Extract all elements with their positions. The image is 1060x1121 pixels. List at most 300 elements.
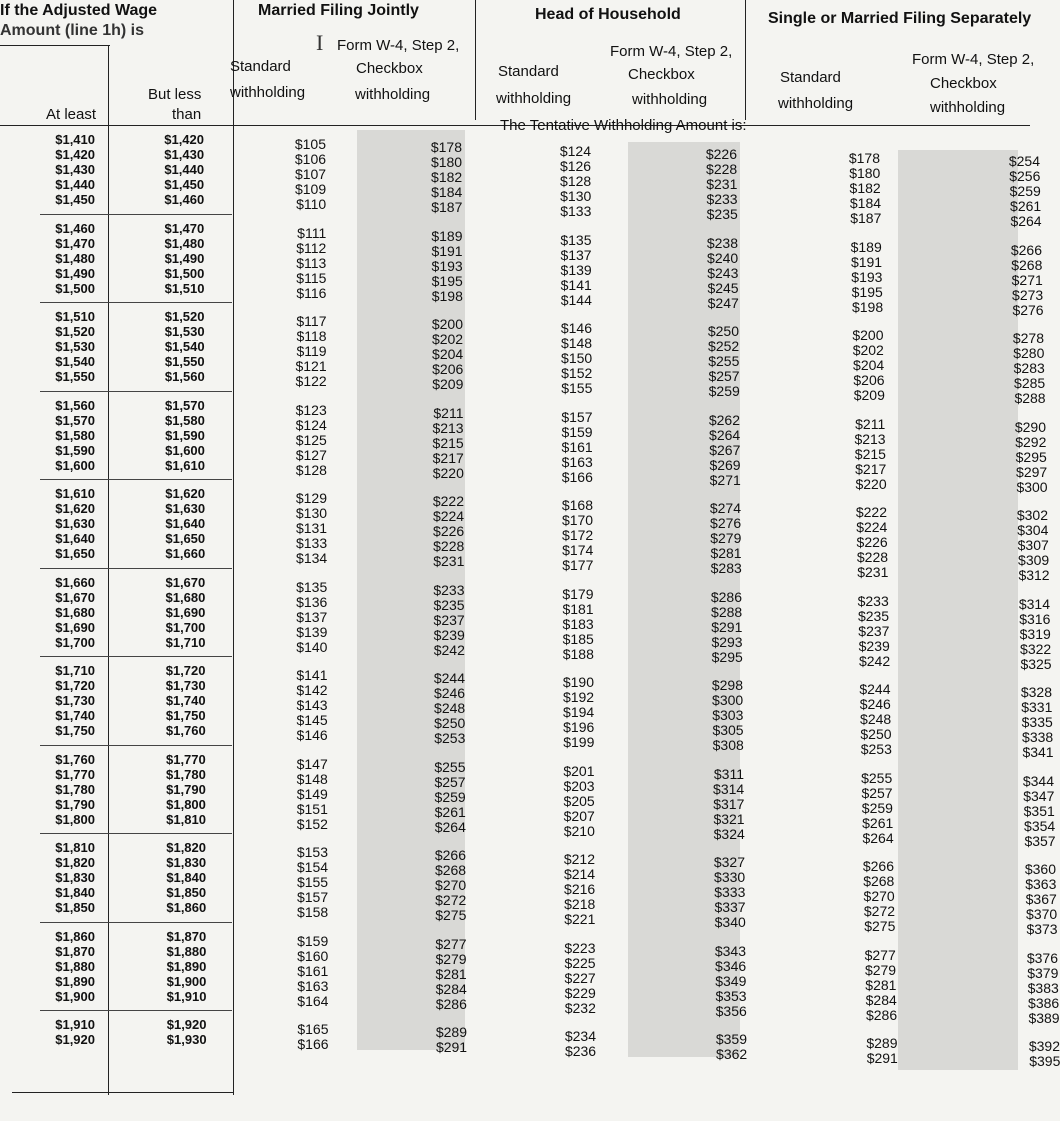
cell-but-less-than: $1,720 — [165, 663, 206, 678]
cell-but-less-than: $1,600 — [165, 442, 205, 458]
bottom-rule — [12, 1092, 234, 1093]
cell-single-checkbox: $363 — [1025, 876, 1057, 893]
cell-hoh-standard: $207 — [563, 807, 595, 824]
cell-single-standard: $220 — [855, 475, 887, 492]
cell-but-less-than: $1,670 — [165, 574, 206, 590]
cell-mfj-checkbox: $191 — [431, 242, 463, 259]
cell-single-standard: $257 — [861, 784, 893, 801]
cell-single-standard: $231 — [857, 564, 889, 581]
cell-hoh-standard: $223 — [564, 939, 596, 956]
cell-but-less-than: $1,540 — [164, 339, 205, 355]
cell-but-less-than: $1,890 — [166, 958, 207, 974]
cell-at-least: $1,520 — [55, 324, 95, 340]
cell-mfj-standard: $118 — [296, 328, 327, 345]
group-separator — [40, 745, 232, 746]
cell-hoh-checkbox: $330 — [714, 869, 746, 886]
single-standard-line2: withholding — [778, 95, 854, 112]
cell-mfj-standard: $122 — [295, 373, 327, 390]
cell-but-less-than: $1,930 — [166, 1032, 207, 1048]
cell-but-less-than: $1,740 — [165, 693, 206, 709]
cell-at-least: $1,570 — [55, 412, 95, 428]
cell-mfj-standard: $154 — [296, 859, 329, 876]
cell-hoh-checkbox: $311 — [713, 765, 744, 782]
cell-at-least: $1,550 — [55, 369, 95, 385]
cell-but-less-than: $1,880 — [166, 943, 207, 959]
cell-single-standard: $237 — [858, 622, 890, 639]
cell-hoh-checkbox: $353 — [715, 987, 747, 1004]
cell-at-least: $1,750 — [55, 723, 95, 739]
cell-single-checkbox: $278 — [1012, 330, 1044, 346]
single-standard-line1: Standard — [780, 69, 841, 86]
cell-at-least: $1,530 — [55, 339, 95, 355]
cell-mfj-standard: $134 — [296, 550, 328, 567]
cell-mfj-checkbox: $211 — [433, 404, 464, 421]
cell-but-less-than: $1,800 — [166, 796, 206, 812]
hoh-header: Head of Household — [535, 6, 681, 23]
mfj-checkbox-line1: Form W-4, Step 2, — [337, 37, 460, 54]
cell-single-checkbox: $297 — [1016, 463, 1048, 480]
cell-at-least: $1,680 — [55, 604, 95, 620]
cell-mfj-standard: $105 — [294, 136, 326, 152]
cell-but-less-than: $1,630 — [165, 501, 206, 517]
group-separator — [40, 568, 232, 569]
cell-but-less-than: $1,570 — [164, 397, 205, 413]
cell-at-least: $1,420 — [55, 147, 95, 163]
cell-mfj-standard: $107 — [294, 166, 327, 183]
cell-single-standard: $277 — [864, 946, 896, 963]
hoh-standard-line1: Standard — [498, 63, 559, 80]
cell-mfj-standard: $121 — [295, 358, 327, 375]
cell-mfj-standard: $146 — [296, 727, 328, 744]
cell-hoh-checkbox: $250 — [707, 323, 739, 339]
cell-single-checkbox: $354 — [1024, 817, 1056, 834]
cell-hoh-checkbox: $300 — [712, 692, 744, 709]
cell-mfj-checkbox: $200 — [431, 316, 463, 332]
cell-hoh-checkbox: $262 — [708, 411, 740, 428]
single-checkbox-line2: Checkbox — [930, 75, 997, 92]
cell-at-least: $1,510 — [55, 309, 95, 324]
cell-mfj-standard: $147 — [296, 755, 328, 772]
cell-but-less-than: $1,530 — [164, 324, 205, 340]
cell-single-standard: $248 — [860, 711, 892, 728]
cell-at-least: $1,870 — [55, 943, 95, 959]
cell-single-checkbox: $295 — [1015, 448, 1047, 465]
cell-at-least: $1,760 — [55, 751, 95, 767]
cell-mfj-standard: $113 — [296, 254, 327, 271]
cell-single-standard: $228 — [856, 549, 889, 566]
cell-hoh-standard: $183 — [562, 615, 594, 632]
cell-single-checkbox: $290 — [1014, 418, 1046, 435]
cell-at-least: $1,440 — [55, 177, 95, 193]
cell-single-standard: $281 — [865, 976, 897, 993]
cell-single-checkbox: $254 — [1008, 153, 1040, 169]
cell-hoh-checkbox: $257 — [708, 368, 740, 385]
cell-mfj-standard: $164 — [297, 992, 329, 1009]
cell-mfj-standard: $142 — [296, 682, 328, 699]
cell-at-least: $1,790 — [55, 796, 95, 812]
group-separator — [40, 391, 232, 392]
cell-mfj-standard: $141 — [296, 667, 328, 683]
cell-single-checkbox: $322 — [1020, 640, 1052, 657]
cell-hoh-standard: $148 — [560, 335, 593, 352]
cell-mfj-checkbox: $202 — [431, 331, 464, 348]
cell-hoh-standard: $221 — [564, 911, 596, 928]
cell-single-checkbox: $271 — [1011, 271, 1043, 288]
cell-single-standard: $202 — [852, 342, 884, 359]
cell-single-checkbox: $261 — [1010, 198, 1042, 215]
cell-single-checkbox: $370 — [1026, 906, 1058, 923]
divider-mfj-hoh — [475, 0, 476, 120]
cell-at-least: $1,860 — [55, 928, 95, 944]
mfj-standard-line1: Standard — [230, 58, 291, 75]
cell-hoh-standard: $155 — [561, 380, 593, 397]
cell-but-less-than: $1,500 — [164, 265, 205, 281]
cell-mfj-checkbox: $233 — [433, 581, 465, 598]
cell-mfj-standard: $127 — [295, 446, 327, 463]
single-checkbox-line1: Form W-4, Step 2, — [912, 51, 1035, 68]
cell-mfj-checkbox: $284 — [435, 980, 467, 997]
cell-mfj-standard: $109 — [294, 181, 327, 198]
at-least-header: At least — [46, 106, 97, 123]
cell-mfj-checkbox: $226 — [433, 523, 465, 540]
cell-hoh-standard: $135 — [560, 231, 592, 248]
cell-mfj-standard: $117 — [296, 313, 327, 329]
cell-hoh-standard: $166 — [561, 468, 593, 485]
cell-but-less-than: $1,620 — [165, 486, 205, 501]
group-separator — [40, 922, 232, 923]
cell-single-checkbox: $319 — [1019, 625, 1051, 642]
group-separator — [40, 656, 232, 657]
cell-single-standard: $291 — [866, 1050, 898, 1067]
cell-mfj-standard: $128 — [295, 461, 327, 478]
cell-single-checkbox: $316 — [1019, 610, 1051, 627]
cell-but-less-than: $1,770 — [165, 751, 206, 767]
cell-hoh-checkbox: $303 — [712, 707, 744, 724]
but-less-than-header-line1: But less — [148, 86, 202, 103]
cell-at-least: $1,590 — [55, 442, 95, 458]
cell-single-checkbox: $273 — [1012, 286, 1044, 303]
cell-but-less-than: $1,790 — [166, 781, 206, 797]
cell-single-checkbox: $266 — [1010, 241, 1042, 258]
cell-mfj-standard: $129 — [295, 490, 327, 506]
cell-but-less-than: $1,450 — [164, 177, 205, 193]
cell-but-less-than: $1,780 — [166, 766, 206, 782]
cell-at-least: $1,690 — [55, 619, 95, 635]
cell-hoh-standard: $141 — [560, 276, 592, 293]
cell-single-checkbox: $264 — [1010, 213, 1042, 230]
cell-mfj-standard: $133 — [295, 535, 328, 552]
cell-but-less-than: $1,860 — [166, 900, 207, 916]
cell-mfj-checkbox: $215 — [432, 434, 464, 451]
cell-single-checkbox: $276 — [1012, 301, 1044, 318]
cell-at-least: $1,620 — [55, 501, 95, 517]
cell-mfj-standard: $161 — [297, 962, 329, 979]
cell-single-checkbox: $357 — [1024, 832, 1056, 849]
cell-mfj-checkbox: $213 — [432, 419, 464, 436]
cell-hoh-standard: $196 — [563, 719, 595, 736]
cell-mfj-standard: $165 — [297, 1021, 329, 1037]
hoh-checkbox-line2: Checkbox — [628, 66, 695, 83]
cell-but-less-than: $1,920 — [166, 1017, 207, 1032]
cell-mfj-standard: $136 — [296, 593, 328, 610]
cell-at-least: $1,830 — [55, 870, 95, 886]
cell-single-standard: $284 — [865, 991, 897, 1008]
cell-mfj-checkbox: $264 — [434, 818, 466, 835]
cell-single-standard: $250 — [860, 726, 892, 743]
cell-but-less-than: $1,550 — [164, 354, 205, 370]
cell-at-least: $1,920 — [55, 1032, 95, 1048]
cell-mfj-standard: $145 — [296, 712, 328, 729]
cell-mfj-checkbox: $289 — [435, 1024, 467, 1040]
cell-single-standard: $193 — [851, 268, 883, 285]
cell-hoh-standard: $205 — [563, 792, 595, 809]
cell-mfj-standard: $153 — [296, 844, 328, 860]
cell-hoh-standard: $181 — [562, 600, 594, 617]
cell-mfj-standard: $124 — [295, 416, 327, 433]
cell-hoh-standard: $185 — [562, 630, 594, 647]
divider-wage-col — [108, 45, 109, 1095]
cell-hoh-checkbox: $274 — [709, 500, 741, 516]
cell-mfj-checkbox: $248 — [434, 700, 466, 717]
cell-hoh-standard: $172 — [562, 527, 594, 544]
cell-mfj-checkbox: $268 — [434, 862, 467, 879]
cell-single-checkbox: $283 — [1013, 360, 1045, 377]
cell-mfj-checkbox: $209 — [432, 376, 464, 393]
cell-single-checkbox: $256 — [1009, 168, 1041, 185]
cell-hoh-checkbox: $235 — [706, 206, 738, 223]
cell-mfj-checkbox: $222 — [432, 493, 464, 509]
cell-mfj-checkbox: $250 — [434, 715, 466, 732]
cell-hoh-standard: $159 — [561, 423, 593, 440]
cell-single-checkbox: $312 — [1018, 567, 1050, 584]
cell-at-least: $1,430 — [55, 162, 95, 178]
cell-hoh-checkbox: $317 — [713, 795, 745, 812]
text-cursor-icon: I — [316, 30, 324, 55]
cell-but-less-than: $1,420 — [164, 132, 204, 147]
cell-but-less-than: $1,610 — [165, 457, 205, 473]
cell-but-less-than: $1,660 — [165, 546, 206, 562]
cell-hoh-standard: $130 — [560, 188, 592, 205]
cell-hoh-standard: $201 — [563, 762, 595, 779]
cell-single-checkbox: $314 — [1018, 595, 1050, 612]
cell-single-checkbox: $331 — [1021, 699, 1053, 716]
cell-hoh-checkbox: $243 — [707, 264, 739, 281]
cell-mfj-checkbox: $242 — [433, 641, 465, 658]
cell-hoh-checkbox: $298 — [711, 677, 743, 693]
cell-hoh-checkbox: $233 — [706, 191, 738, 208]
group-separator — [40, 302, 232, 303]
cell-single-checkbox: $344 — [1022, 772, 1054, 789]
cell-but-less-than: $1,710 — [165, 634, 206, 650]
cell-mfj-checkbox: $277 — [435, 935, 467, 952]
cell-single-standard: $213 — [854, 430, 886, 447]
cell-single-standard: $180 — [849, 165, 881, 182]
cell-hoh-checkbox: $293 — [711, 633, 743, 650]
cell-single-checkbox: $347 — [1023, 787, 1055, 804]
cell-mfj-checkbox: $255 — [434, 758, 466, 775]
cell-single-checkbox: $259 — [1009, 183, 1041, 200]
cell-at-least: $1,610 — [55, 486, 95, 501]
cell-mfj-checkbox: $189 — [431, 227, 463, 244]
cell-mfj-standard: $149 — [296, 785, 328, 802]
cell-single-standard: $211 — [855, 415, 886, 432]
cell-hoh-checkbox: $259 — [708, 383, 740, 400]
cell-at-least: $1,650 — [55, 546, 95, 562]
cell-mfj-checkbox: $266 — [434, 847, 466, 863]
cell-single-checkbox: $304 — [1017, 522, 1049, 539]
cell-single-standard: $233 — [857, 592, 889, 609]
cell-hoh-standard: $216 — [564, 881, 596, 898]
cell-single-standard: $182 — [849, 180, 881, 197]
mfj-header: Married Filing Jointly — [258, 2, 419, 19]
cell-mfj-standard: $155 — [296, 874, 329, 891]
cell-single-standard: $259 — [861, 799, 893, 816]
cell-hoh-checkbox: $349 — [715, 972, 747, 989]
cell-single-standard: $178 — [848, 150, 880, 166]
cell-but-less-than: $1,850 — [166, 885, 207, 901]
cell-hoh-checkbox: $314 — [713, 780, 745, 797]
cell-hoh-checkbox: $226 — [705, 146, 737, 162]
cell-at-least: $1,910 — [55, 1017, 95, 1032]
cell-hoh-standard: $225 — [564, 954, 596, 971]
cell-but-less-than: $1,580 — [165, 412, 205, 428]
cell-single-standard: $268 — [863, 873, 895, 890]
cell-but-less-than: $1,840 — [166, 870, 207, 886]
cell-but-less-than: $1,640 — [165, 516, 206, 532]
cell-hoh-checkbox: $276 — [710, 515, 742, 532]
cell-but-less-than: $1,900 — [166, 973, 207, 989]
cell-hoh-standard: $194 — [563, 704, 595, 721]
cell-hoh-standard: $133 — [560, 203, 592, 220]
cell-hoh-standard: $174 — [562, 542, 594, 559]
cell-at-least: $1,820 — [55, 855, 95, 871]
left-top-rule — [0, 45, 110, 46]
group-separator — [40, 1010, 232, 1011]
cell-mfj-standard: $158 — [297, 904, 329, 921]
cell-mfj-checkbox: $204 — [432, 346, 464, 363]
cell-single-checkbox: $268 — [1011, 256, 1043, 273]
cell-at-least: $1,670 — [55, 589, 95, 605]
cell-mfj-checkbox: $246 — [433, 685, 466, 702]
cell-hoh-standard: $218 — [564, 896, 596, 913]
cell-single-checkbox: $392 — [1028, 1038, 1060, 1054]
cell-mfj-checkbox: $286 — [435, 995, 467, 1012]
cell-mfj-standard: $139 — [296, 623, 328, 640]
cell-mfj-checkbox: $187 — [431, 199, 463, 216]
cell-single-checkbox: $360 — [1024, 861, 1056, 877]
cell-single-standard: $226 — [856, 534, 888, 551]
cell-single-standard: $215 — [854, 445, 886, 462]
cell-mfj-checkbox: $291 — [435, 1039, 468, 1056]
cell-hoh-checkbox: $240 — [707, 249, 739, 266]
cell-mfj-checkbox: $270 — [435, 877, 467, 894]
cell-hoh-standard: $163 — [561, 453, 593, 470]
cell-hoh-checkbox: $279 — [710, 530, 742, 547]
cell-mfj-standard: $116 — [296, 284, 327, 301]
cell-mfj-checkbox: $224 — [432, 508, 465, 525]
cell-at-least: $1,480 — [55, 250, 95, 266]
group-separator — [40, 479, 232, 480]
mfj-checkbox-line2: Checkbox — [356, 60, 423, 77]
cell-single-checkbox: $338 — [1022, 729, 1054, 746]
cell-single-standard: $246 — [859, 696, 891, 713]
cell-at-least: $1,800 — [55, 811, 95, 827]
cell-at-least: $1,850 — [55, 900, 95, 916]
cell-mfj-checkbox: $239 — [433, 626, 465, 643]
cell-mfj-checkbox: $178 — [430, 139, 462, 155]
cell-hoh-standard: $229 — [564, 984, 596, 1001]
cell-single-checkbox: $302 — [1016, 507, 1048, 523]
cell-hoh-standard: $234 — [564, 1028, 596, 1044]
cell-mfj-checkbox: $182 — [431, 169, 463, 186]
cell-mfj-standard: $137 — [296, 608, 328, 625]
cell-hoh-standard: $128 — [560, 173, 592, 190]
cell-hoh-checkbox: $356 — [715, 1002, 747, 1019]
cell-mfj-checkbox: $257 — [434, 773, 466, 790]
cell-single-standard: $242 — [858, 652, 891, 669]
cell-mfj-standard: $115 — [296, 269, 327, 286]
cell-mfj-checkbox: $275 — [435, 907, 467, 924]
cell-single-checkbox: $309 — [1018, 552, 1050, 569]
cell-single-standard: $266 — [862, 858, 894, 874]
cell-single-standard: $261 — [862, 814, 894, 831]
single-checkbox-line3: withholding — [930, 99, 1006, 116]
cell-mfj-checkbox: $231 — [433, 553, 465, 570]
cell-hoh-checkbox: $346 — [715, 957, 747, 974]
cell-hoh-checkbox: $255 — [708, 353, 740, 370]
cell-but-less-than: $1,870 — [166, 928, 207, 944]
hoh-standard-line2: withholding — [496, 90, 572, 107]
cell-hoh-checkbox: $283 — [710, 560, 742, 577]
cell-hoh-checkbox: $362 — [716, 1046, 748, 1063]
cell-but-less-than: $1,650 — [165, 531, 206, 547]
cell-hoh-checkbox: $308 — [712, 737, 744, 754]
cell-single-checkbox: $341 — [1022, 744, 1054, 761]
hoh-checkbox-line1: Form W-4, Step 2, — [610, 43, 733, 60]
but-less-than-header-line2: than — [172, 106, 202, 123]
cell-hoh-standard: $188 — [562, 645, 594, 662]
cell-hoh-checkbox: $228 — [706, 161, 738, 178]
cell-mfj-checkbox: $217 — [432, 449, 464, 466]
hoh-checkbox-line3: withholding — [632, 91, 708, 108]
cell-hoh-standard: $179 — [562, 585, 594, 602]
cell-hoh-standard: $192 — [562, 689, 595, 706]
divider-wage-amounts — [233, 0, 234, 1095]
cell-but-less-than: $1,810 — [166, 811, 206, 827]
cell-at-least: $1,840 — [55, 885, 95, 901]
cell-but-less-than: $1,760 — [165, 723, 206, 739]
cell-single-checkbox: $288 — [1014, 390, 1046, 407]
cell-hoh-checkbox: $359 — [715, 1031, 747, 1047]
cell-hoh-checkbox: $337 — [714, 899, 746, 916]
cell-but-less-than: $1,470 — [164, 220, 205, 236]
cell-mfj-standard: $151 — [296, 800, 328, 817]
cell-single-standard: $191 — [850, 253, 883, 270]
cell-single-checkbox: $376 — [1026, 949, 1058, 966]
cell-mfj-checkbox: $244 — [433, 670, 465, 686]
cell-hoh-standard: $232 — [564, 999, 596, 1016]
cell-at-least: $1,410 — [55, 132, 95, 147]
tentative-amount-caption: The Tentative Withholding Amount is: — [500, 117, 747, 134]
cell-hoh-standard: $150 — [561, 350, 593, 367]
cell-mfj-checkbox: $279 — [435, 950, 467, 967]
cell-at-least: $1,560 — [55, 397, 95, 413]
cell-but-less-than: $1,910 — [166, 988, 207, 1004]
cell-at-least: $1,470 — [55, 235, 95, 251]
cell-hoh-standard: $214 — [563, 866, 596, 883]
cell-single-checkbox: $307 — [1017, 537, 1049, 554]
cell-at-least: $1,580 — [55, 427, 95, 443]
